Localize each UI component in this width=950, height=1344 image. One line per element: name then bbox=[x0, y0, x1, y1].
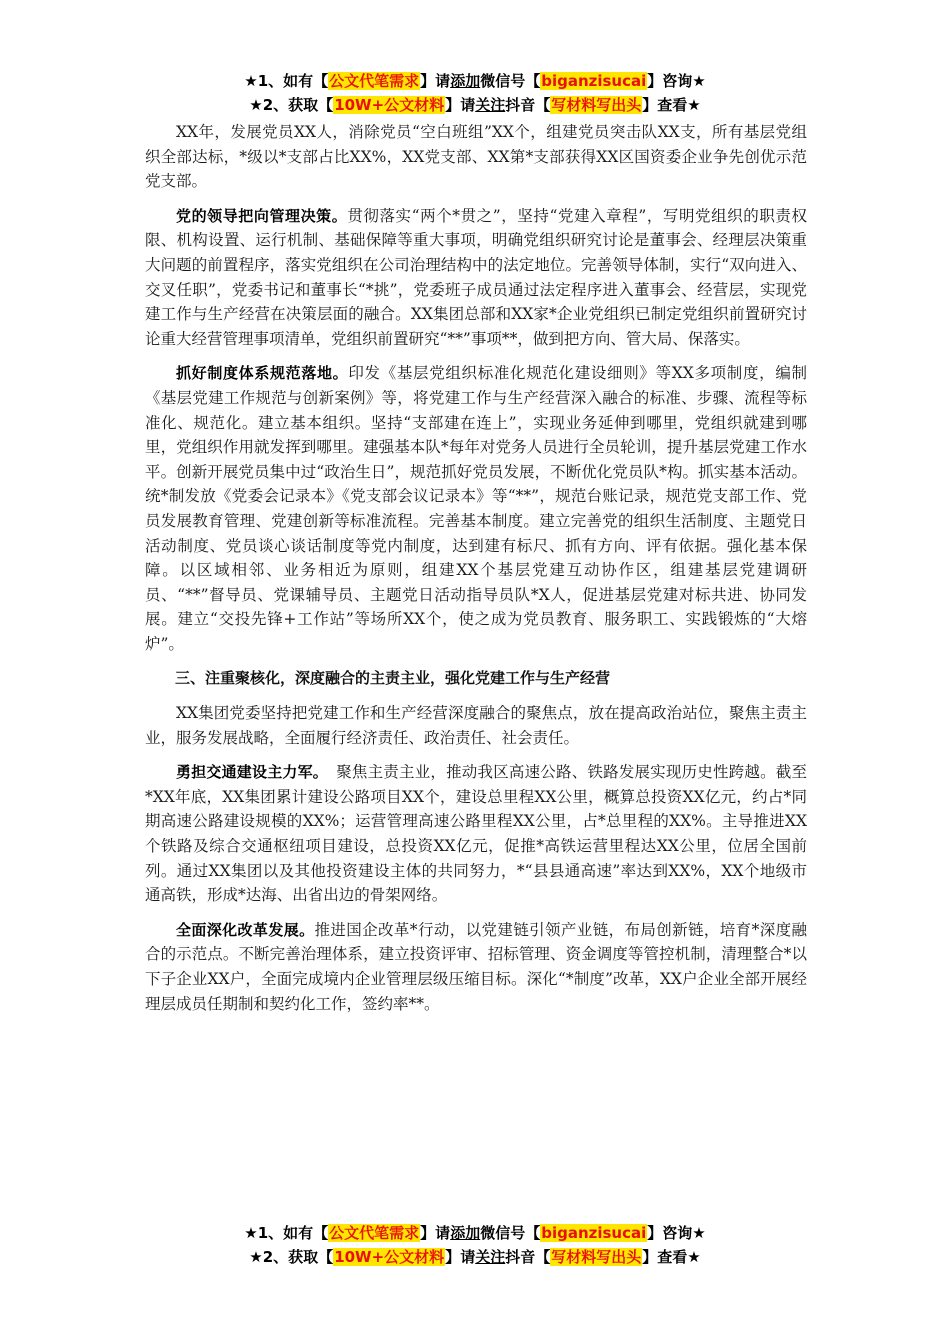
body-paragraph-5 bbox=[145, 760, 807, 908]
paragraph-text: XX年，发展党员XX人，消除党员“空白班组”XX个，组建党员突击队XX支，所有基层党组织全部达标，*级以*支部占比XX%，XX党支部、XX第*支部获得XX区国资委企业争先创优示范党支部。 bbox=[145, 123, 807, 191]
banner-highlight: 写材料写出头 bbox=[551, 1248, 642, 1266]
banner-text: ★1、如有【 bbox=[244, 1224, 329, 1242]
banner-underlined: 关注 bbox=[475, 1248, 506, 1266]
banner-text: 】咨询★ bbox=[647, 1224, 706, 1242]
body-paragraph-2 bbox=[145, 204, 807, 352]
banner-text: 】咨询★ bbox=[647, 72, 706, 90]
body-paragraph-4 bbox=[145, 701, 807, 750]
banner-underlined: 添加 bbox=[450, 72, 481, 90]
promo-banner-bottom-line-1 bbox=[0, 1222, 950, 1244]
banner-text: ★1、如有【 bbox=[244, 72, 329, 90]
banner-highlight: 10W+公文材料 bbox=[334, 1248, 445, 1266]
paragraph-lead: 抓好制度体系规范落地。 bbox=[176, 364, 349, 383]
banner-highlight: 10W+公文材料 bbox=[334, 96, 445, 114]
document-body bbox=[145, 120, 807, 1024]
paragraph-text: 聚焦主责主业，推动我区高速公路、铁路发展实现历史性跨越。截至*XX年底，XX集团累计建设公路项目XX个，建设总里程XX公里，概算总投资XX亿元，约占*同期高速公路建设规模的XX%；运营管理高速公路里程XX公里，占*总里程的XX%。主导推进XX个铁路及综合交通枢纽项目建设，总投资XX亿元，促推*高铁运营里程达XX公里，位居全国前列。通过XX集团以及其他投资建设主体的共同努力，*“县县通高速”率达到XX%，XX个地级市通高铁，形成*达海、出省出边的骨架网络。 bbox=[145, 763, 807, 905]
banner-text: 微信号【 bbox=[480, 1224, 541, 1242]
body-paragraph-1 bbox=[145, 120, 807, 194]
banner-highlight: biganzisucai bbox=[541, 1224, 647, 1242]
banner-highlight: 公文代笔需求 bbox=[329, 1224, 420, 1242]
banner-text: 】查看★ bbox=[642, 96, 701, 114]
banner-text: 抖音【 bbox=[505, 96, 551, 114]
promo-banner-bottom-line-2 bbox=[0, 1246, 950, 1268]
banner-text: 微信号【 bbox=[480, 72, 541, 90]
paragraph-lead: 党的领导把向管理决策。 bbox=[176, 206, 348, 225]
banner-text: ★2、获取【 bbox=[249, 96, 334, 114]
banner-highlight: 公文代笔需求 bbox=[329, 72, 420, 90]
banner-text: 】请 bbox=[445, 96, 476, 114]
banner-highlight: 写材料写出头 bbox=[551, 96, 642, 114]
banner-underlined: 关注 bbox=[475, 96, 506, 114]
body-paragraph-6 bbox=[145, 918, 807, 1016]
promo-banner-top-line-1 bbox=[0, 70, 950, 92]
banner-text: 】请 bbox=[420, 1224, 451, 1242]
banner-text: ★2、获取【 bbox=[249, 1248, 334, 1266]
paragraph-text: 印发《基层党组织标准化规范化建设细则》等XX多项制度，编制《基层党建工作规范与创新案例》等，将党建工作与生产经营深入融合的标准、步骤、流程等标准化、规范化。建立基本组织。坚持“支部建在连上”，实现业务延伸到哪里，党组织就建到哪里，党组织作用就发挥到哪里。建强基本队*每年对党务人员进行全员轮训，提升基层党建工作水平。创新开展党员集中过“政治生日”，规范抓好党员发展，不断优化党员队*构。抓实基本活动。统*制发放《党委会记录本》《党支部会议记录本》等“**”，规范台账记录，规范党支部工作、党员发展教育管理、党建创新等标准流程。完善基本制度。建立完善党的组织生活制度、主题党日活动制度、党员谈心谈话制度等党内制度，达到建有标尺、抓有方向、评有依据。强化基本保障。以区域相邻、业务相近为原则，组建XX个基层党建互动协作区，组建基层党建调研员、“**”督导员、党课辅导员、主题党日活动指导员队*X人，促进基层党建对标共进、协同发展。建立“交投先锋+工作站”等场所XX个，使之成为党员教育、服务职工、实践锻炼的“大熔炉”。 bbox=[145, 364, 807, 653]
promo-banner-top-line-2 bbox=[0, 94, 950, 116]
paragraph-lead: 勇担交通建设主力军。 bbox=[176, 763, 321, 782]
paragraph-text: XX集团党委坚持把党建工作和生产经营深度融合的聚焦点，放在提高政治站位，聚焦主责主业，服务发展战略，全面履行经济责任、政治责任、社会责任。 bbox=[145, 704, 807, 747]
banner-underlined: 添加 bbox=[450, 1224, 481, 1242]
banner-highlight: biganzisucai bbox=[541, 72, 647, 90]
banner-text: 】请 bbox=[420, 72, 451, 90]
paragraph-lead: 全面深化改革发展。 bbox=[176, 920, 315, 939]
section-heading: 三、注重聚核化，深度融合的主责主业，强化党建工作与生产经营 bbox=[175, 669, 611, 688]
body-paragraph-3 bbox=[145, 361, 807, 656]
paragraph-text: 推进国企改革*行动，以党建链引领产业链，布局创新链，培育*深度融合的示范点。不断完善治理体系，建立投资评审、招标管理、资金调度等管控机制，清理整合*以下子企业XX户，全面完成境内企业管理层级压缩目标。深化“*制度”改革，XX户企业全部开展经理层成员任期制和契约化工作，签约率**。 bbox=[145, 920, 807, 1013]
banner-text: 抖音【 bbox=[505, 1248, 551, 1266]
paragraph-text: 贯彻落实“两个*贯之”，坚持“党建入章程”，写明党组织的职责权限、机构设置、运行机制、基础保障等重大事项，明确党组织研究讨论是董事会、经理层决策重大问题的前置程序，落实党组织在公司治理结构中的法定地位。完善领导体制，实行“双向进入、交叉任职”，党委书记和董事长“*挑”，党委班子成员通过法定程序进入董事会、经营层，实现党建工作与生产经营在决策层面的融合。XX集团总部和XX家*企业党组织已制定党组织前置研究讨论重大经营管理事项清单，党组织前置研究“**”事项**，做到把方向、管大局、保落实。 bbox=[145, 206, 807, 348]
banner-text: 】查看★ bbox=[642, 1248, 701, 1266]
banner-text: 】请 bbox=[445, 1248, 476, 1266]
